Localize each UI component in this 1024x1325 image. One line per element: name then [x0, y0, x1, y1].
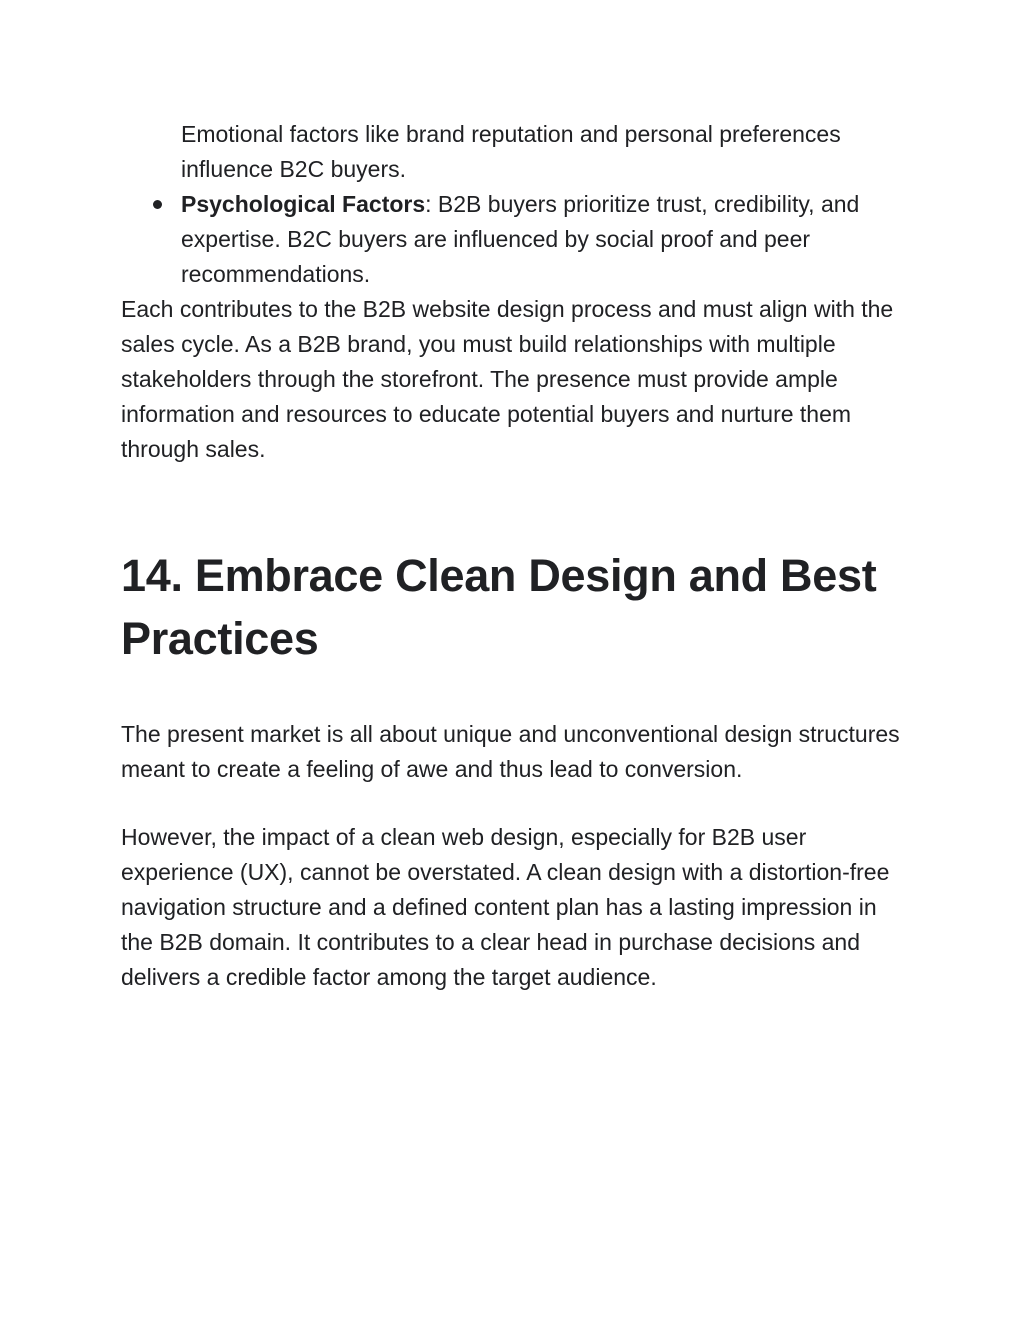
body-paragraph: Each contributes to the B2B website design process and must align with the sales cycle. As a B2B brand, you must build relationships with multiple stakeholders through the storefront. The presence must provide ample information and resources to educate potential buyers and nurture them through sales. — [121, 296, 894, 462]
bullet-icon — [153, 200, 162, 209]
bullet-term: Psychological Factors — [181, 191, 426, 217]
document-page — [121, 117, 911, 995]
body-paragraph: The present market is all about unique and unconventional design structures meant to create a feeling of awe and thus lead to conversion. — [121, 721, 900, 782]
body-paragraph: However, the impact of a clean web design, especially for B2B user experience (UX), cannot be overstated. A clean design with a distortion-free navigation structure and a defined content plan has a lasting impression in the B2B domain. It contributes to a clear head in purchase decisions and delivers a credible factor among the target audience. — [121, 824, 890, 990]
list-item-continuation: Emotional factors like brand reputation and personal preferences influence B2C buyers. — [181, 121, 841, 182]
section-heading: 14. Embrace Clean Design and Best Practices — [121, 550, 877, 664]
list-item-psychological-factors — [121, 187, 911, 292]
bullet-text: : B2B buyers prioritize trust, credibility, and expertise. B2C buyers are influenced by social proof and peer recommendations. — [181, 191, 860, 287]
